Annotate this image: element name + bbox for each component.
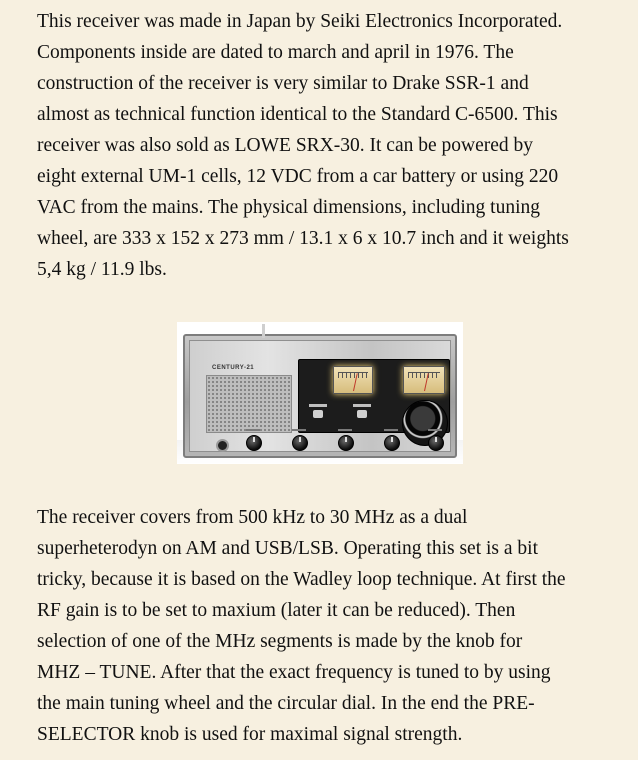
speaker-grille xyxy=(206,375,292,433)
panel-label-mark xyxy=(309,404,327,407)
knob-label-mark xyxy=(428,429,442,431)
text-line: receiver was also sold as LOWE SRX-30. It can be powered by xyxy=(37,135,534,156)
control-knob xyxy=(338,435,354,451)
text-line: Components inside are dated to march and april in 1976. The xyxy=(37,42,514,63)
paragraph-operation xyxy=(37,502,627,750)
receiver-photo xyxy=(177,322,463,464)
text-line: the main tuning wheel and the circular dial. In the end the PRE- xyxy=(37,693,535,714)
control-knob xyxy=(428,435,444,451)
band-switch xyxy=(313,410,323,418)
antenna-cable xyxy=(262,324,265,338)
dial-panel xyxy=(298,359,450,433)
meter-scale xyxy=(338,372,368,378)
knob-label-mark xyxy=(384,429,398,431)
text-line: This receiver was made in Japan by Seiki Electronics Incorporated. xyxy=(37,11,563,32)
text-line: superheterodyn on AM and USB/LSB. Operating this set is a bit xyxy=(37,538,539,559)
knob-label-mark xyxy=(338,429,352,431)
text-line: wheel, are 333 x 152 x 273 mm / 13.1 x 6 x 10.7 inch and it weights xyxy=(37,228,569,249)
paragraph-intro xyxy=(37,6,627,285)
brand-label: CENTURY-21 xyxy=(212,365,255,371)
text-line: The receiver covers from 500 kHz to 30 MHz as a dual xyxy=(37,507,468,528)
receiver-front-panel xyxy=(189,340,451,452)
text-line: 5,4 kg / 11.9 lbs. xyxy=(37,259,167,280)
frequency-dial xyxy=(403,366,445,394)
receiver-cabinet xyxy=(183,334,457,458)
knob-label-mark xyxy=(246,429,260,431)
headphone-jack xyxy=(216,439,229,452)
control-knob xyxy=(384,435,400,451)
text-line: almost as technical function identical to the Standard C-6500. This xyxy=(37,104,558,125)
text-line: selection of one of the MHz segments is made by the knob for xyxy=(37,631,523,652)
dial-scale xyxy=(408,372,440,378)
signal-meter xyxy=(333,366,373,394)
control-knob xyxy=(246,435,262,451)
text-line: VAC from the mains. The physical dimensions, including tuning xyxy=(37,197,540,218)
mode-switch xyxy=(357,410,367,418)
text-line: SELECTOR knob is used for maximal signal strength. xyxy=(37,724,463,745)
text-line: RF gain is to be set to maxium (later it can be reduced). Then xyxy=(37,600,516,621)
text-line: eight external UM-1 cells, 12 VDC from a car battery or using 220 xyxy=(37,166,559,187)
text-line: tricky, because it is based on the Wadley loop technique. At first the xyxy=(37,569,566,590)
control-knob xyxy=(292,435,308,451)
knob-label-mark xyxy=(292,429,306,431)
text-line: construction of the receiver is very similar to Drake SSR-1 and xyxy=(37,73,529,94)
panel-label-mark xyxy=(353,404,371,407)
text-line: MHZ – TUNE. After that the exact frequency is tuned to by using xyxy=(37,662,551,683)
